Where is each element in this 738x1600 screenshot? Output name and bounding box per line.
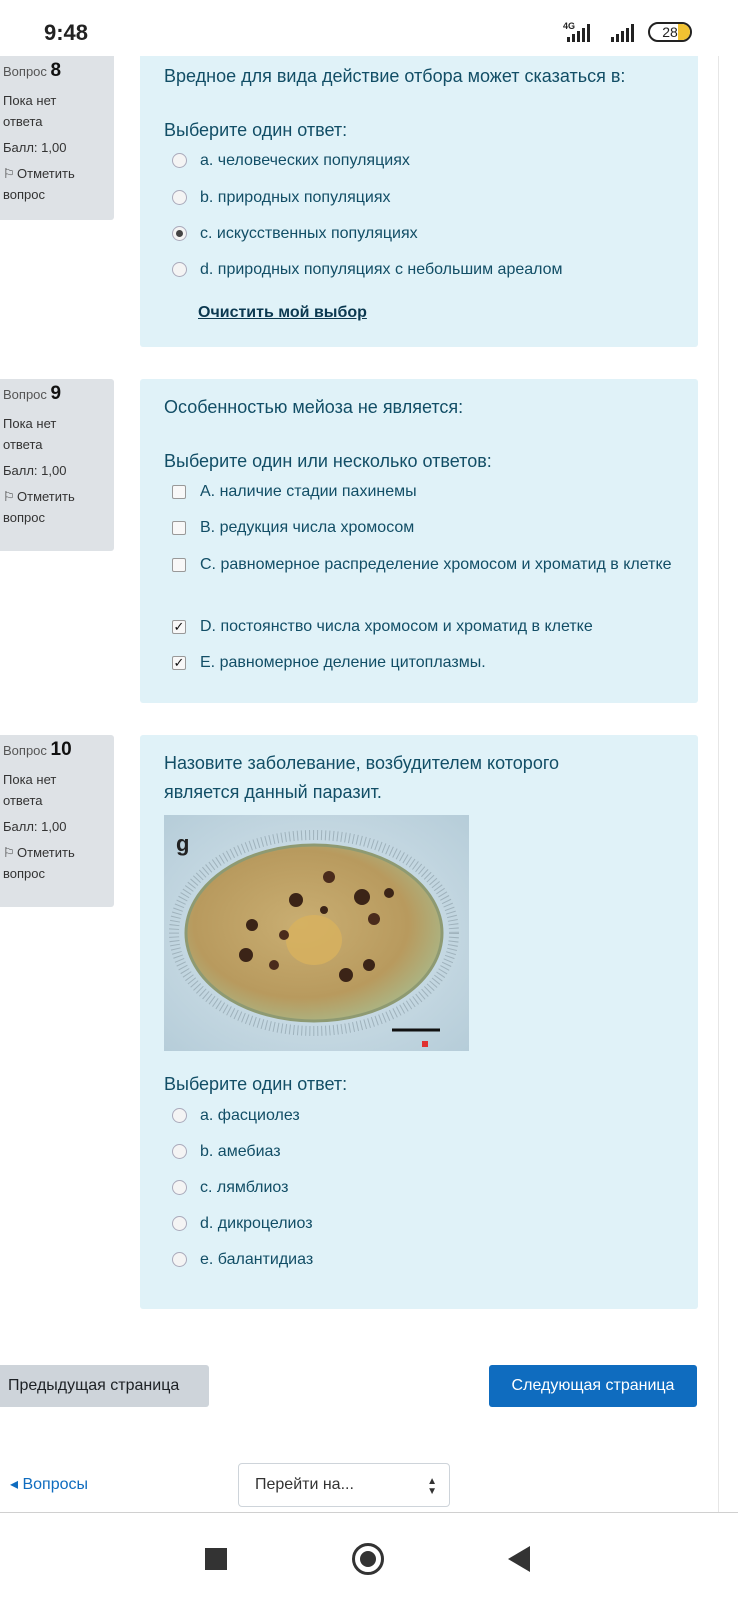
radio-button[interactable] <box>172 153 187 168</box>
home-icon[interactable] <box>352 1543 384 1575</box>
flag-question-button[interactable]: ⚐ Отметить вопрос <box>3 163 114 205</box>
question-text: Особенностью мейоза не является: <box>164 397 464 417</box>
signal-icon <box>567 24 590 42</box>
recent-apps-icon[interactable] <box>205 1548 227 1570</box>
next-page-button[interactable]: Следующая страница <box>489 1365 697 1407</box>
flag-question-button[interactable]: ⚐ Отметить вопрос <box>3 486 114 528</box>
balantidium-micrograph <box>164 815 469 1051</box>
question-grade: Балл: 1,00 <box>3 819 67 834</box>
answer-option[interactable]: ✓ E. равномерное деление цитоплазмы. <box>173 654 486 671</box>
answer-option[interactable]: C. равномерное распределение хромосом и хроматид в клетке <box>164 556 684 606</box>
checkbox-checked[interactable]: ✓ <box>173 655 185 670</box>
question-grade: Балл: 1,00 <box>3 140 67 155</box>
answer-option[interactable]: B. редукция числа хромосом <box>164 519 684 543</box>
network-type: 4G <box>563 21 576 31</box>
question-state: Пока нет ответа <box>3 416 57 452</box>
checkbox[interactable] <box>172 521 186 535</box>
clock: 9:48 <box>44 20 89 45</box>
question-text: Вредное для вида действие отбора может сказаться в: <box>164 66 626 86</box>
question-state: Пока нет ответа <box>3 93 57 129</box>
question-number: Вопрос 8 <box>3 60 62 81</box>
previous-page-button[interactable]: Предыдущая страница <box>0 1365 209 1407</box>
question-state: Пока нет ответа <box>3 772 57 808</box>
answer-prompt: Выберите один ответ: <box>164 1074 348 1094</box>
back-icon[interactable] <box>508 1546 530 1572</box>
answer-option[interactable]: A. наличие стадии пахинемы <box>164 483 684 507</box>
question-info-10 <box>0 735 114 907</box>
question-info-8 <box>0 56 114 220</box>
answer-prompt: Выберите один или несколько ответов: <box>164 451 492 471</box>
radio-button[interactable] <box>172 1216 187 1231</box>
radio-button[interactable] <box>172 1180 187 1195</box>
flag-icon: ⚐ <box>3 845 15 860</box>
select-arrows-icon: ▲ ▼ <box>427 1476 437 1497</box>
answer-option[interactable]: ✓ D. постоянство числа хромосом и хроматид в клетке <box>173 618 593 635</box>
radio-button-selected[interactable] <box>172 226 187 241</box>
flag-icon: ⚐ <box>3 489 15 504</box>
system-nav-bar <box>0 1513 738 1600</box>
question-content-10: Назовите заболевание, возбудителем которого является данный паразит. g Выберите один ответ: a. фасциолез b. амебиаз c. лямблиоз d. дикроцелиоз e. балантидиаз <box>140 735 698 1309</box>
question-number: Вопрос 10 <box>3 739 72 760</box>
radio-button[interactable] <box>172 1252 187 1267</box>
question-text: Назовите заболевание, возбудителем которого является данный паразит. <box>164 753 560 802</box>
question-content-8: Вредное для вида действие отбора может сказаться в: Выберите один ответ: a. человеческих популяциях b. природных популяциях c. искусственных популяциях d. природных популяциях с небольшим ареалом Очистить мой выбор <box>140 56 698 347</box>
checkbox-checked[interactable]: ✓ <box>173 619 185 634</box>
flag-question-button[interactable]: ⚐ Отметить вопрос <box>3 842 114 884</box>
checkbox[interactable] <box>172 485 186 499</box>
jump-to-select[interactable]: Перейти на... ▲ ▼ <box>238 1463 450 1507</box>
battery-level: 28 <box>662 24 678 40</box>
parasite-image <box>164 815 469 1051</box>
image-label: g <box>176 831 190 856</box>
radio-button[interactable] <box>172 262 187 277</box>
clear-choice-link[interactable]: Очистить мой выбор <box>198 304 367 321</box>
checkbox[interactable] <box>172 558 186 572</box>
question-number: Вопрос 9 <box>3 383 62 404</box>
question-info-9 <box>0 379 114 551</box>
flag-icon: ⚐ <box>3 166 15 181</box>
answer-prompt: Выберите один ответ: <box>164 120 348 140</box>
radio-button[interactable] <box>172 1108 187 1123</box>
radio-button[interactable] <box>172 1144 187 1159</box>
battery-icon <box>648 22 692 42</box>
signal-icon <box>611 24 634 42</box>
question-grade: Балл: 1,00 <box>3 463 67 478</box>
status-bar <box>0 0 738 56</box>
divider <box>718 56 719 1512</box>
question-content-9 <box>140 379 698 703</box>
radio-button[interactable] <box>172 190 187 205</box>
questions-link[interactable]: ◂ Вопросы <box>10 1476 89 1493</box>
